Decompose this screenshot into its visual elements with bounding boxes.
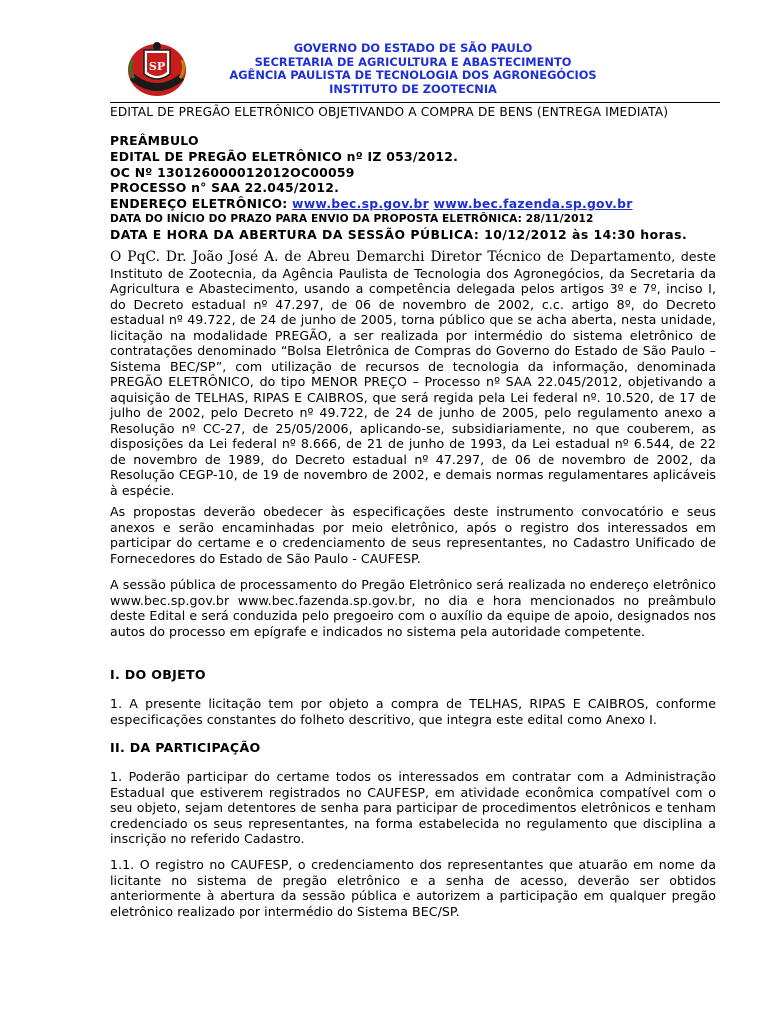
section-heading-participation: II. DA PARTICIPAÇÃO [110, 740, 261, 755]
section-heading-object: I. DO OBJETO [110, 667, 206, 682]
header-line-secretariat: SECRETARIA DE AGRICULTURA E ABASTECIMENTO [254, 54, 572, 69]
preamble-title: PREÂMBULO [110, 133, 199, 148]
paragraph-intro-rest: , deste Instituto de Zootecnia, da Agência Paulista de Tecnologia dos Agronegócios, da Secretaria da Agricultura e Abastecimento, usando a competência delegada pelos artigos 3º e 7º, inciso I, do Decreto estadual nº 47.297, de 06 de novembro de 2002, c.c. artigo 8º, do Decreto estadual nº 49.722, de 24 de junho de 2005, torna público que se acha aberta, nesta unidade, licitação na modalidade PREGÃO, a ser realizada por intermédio do sistema eletrônico de contratações denominado “Bolsa Eletrônica de Compras do Governo do Estado de São Paulo – Sistema BEC/SP”, com utilização de recursos de tecnologia da informação, denominada PREGÃO ELETRÔNICO, do tipo MENOR PREÇO – Processo nº SAA 22.045/2012, objetivando a aquisição de TELHAS, RIPAS E CAIBROS, que será regida pela Lei federal nº. 10.520, de 17 de julho de 2002, pelo Decreto nº 49.722, de 24 de junho de 2005, pelo regulamento anexo a Resolução nº CC-27, de 25/05/2006, aplicando-se, subsidiariamente, no que couberem, as disposições da Lei federal nº 8.666, de 21 de junho de 1993, da Lei estadual nº 6.544, de 22 de novembro de 1989, do Decreto estadual nº 47.297, de 06 de novembro de 2002, da Resolução CEGP-10, de 19 de novembro de 2002, e demais normas regulamentares aplicáveis à espécie. [110, 249, 716, 498]
paragraph-intro [110, 249, 716, 498]
electronic-address [110, 196, 730, 212]
edital-subject-line: EDITAL DE PREGÃO ELETRÔNICO OBJETIVANDO A COMPRA DE BENS (ENTREGA IMEDIATA) [110, 102, 720, 120]
proposal-start-date: DATA DO INÍCIO DO PRAZO PARA ENVIO DA PROPOSTA ELETRÔNICA: 28/11/2012 [110, 212, 594, 225]
seal-letters: SP [148, 60, 166, 73]
paragraph-intro-lead: O PqC. Dr. João José A. de Abreu Demarchi Diretor Técnico de Departamento [110, 249, 672, 265]
paragraph-session: A sessão pública de processamento do Pregão Eletrônico será realizada no endereço eletrônico www.bec.sp.gov.br www.bec.fazenda.sp.gov.br, no dia e hora mencionados no preâmbulo deste Edital e será conduzida pelo pregoeiro com o auxílio da equipe de apoio, designados nos autos do processo em epígrafe e indicados no sistema pela autoridade competente. [110, 577, 716, 639]
header-line-agency: AGÊNCIA PAULISTA DE TECNOLOGIA DOS AGRONEGÓCIOS [229, 68, 597, 82]
paragraph-participation: 1. Poderão participar do certame todos os interessados em contratar com a Administração Estadual que estiverem registrados no CAUFESP, em atividade econômica compatível com o seu objeto, sejam detentores de senha para participar de procedimentos eletrônicos e tenham credenciado os seus representantes, na forma estabelecida no regulamento que disciplina a inscrição no referido Cadastro. [110, 769, 716, 846]
preamble-block [110, 133, 730, 243]
bec-link[interactable]: www.bec.sp.gov.br [292, 196, 429, 212]
electronic-address-label: ENDEREÇO ELETRÔNICO: [110, 196, 288, 212]
paragraph-object: 1. A presente licitação tem por objeto a compra de TELHAS, RIPAS E CAIBROS, conforme especificações constantes do folheto descritivo, que integra este edital como Anexo I. [110, 696, 716, 727]
document-header [0, 36, 770, 98]
processo-number: PROCESSO n° SAA 22.045/2012. [110, 180, 340, 196]
session-open-date: DATA E HORA DA ABERTURA DA SESSÃO PÚBLICA: 10/12/2012 às 14:30 horas. [110, 226, 688, 242]
paragraph-registration: 1.1. O registro no CAUFESP, o credenciamento dos representantes que atuarão em nome da licitante no sistema de pregão eletrônico e a senha de acesso, deverão ser obtidos anteriormente à abertura da sessão pública e autorizem a participação em qualquer pregão eletrônico realizado por intermédio do Sistema BEC/SP. [110, 857, 716, 919]
header-line-institute: INSTITUTO DE ZOOTECNIA [329, 81, 497, 96]
government-header-text [196, 42, 630, 96]
edital-number: EDITAL DE PREGÃO ELETRÔNICO nº IZ 053/2012. [110, 148, 459, 164]
header-line-government: GOVERNO DO ESTADO DE SÃO PAULO [293, 41, 533, 55]
sao-paulo-seal-icon [126, 40, 188, 98]
oc-number: OC Nº 130126000012012OC00059 [110, 164, 355, 180]
paragraph-proposals: As propostas deverão obedecer às especificações deste instrumento convocatório e seus anexos e serão encaminhadas por meio eletrônico, após o registro dos interessados em participar do certame e o credenciamento de seus representantes, no Cadastro Unificado de Fornecedores do Estado de São Paulo - CAUFESP. [110, 504, 716, 566]
bec-fazenda-link[interactable]: www.bec.fazenda.sp.gov.br [433, 196, 633, 212]
